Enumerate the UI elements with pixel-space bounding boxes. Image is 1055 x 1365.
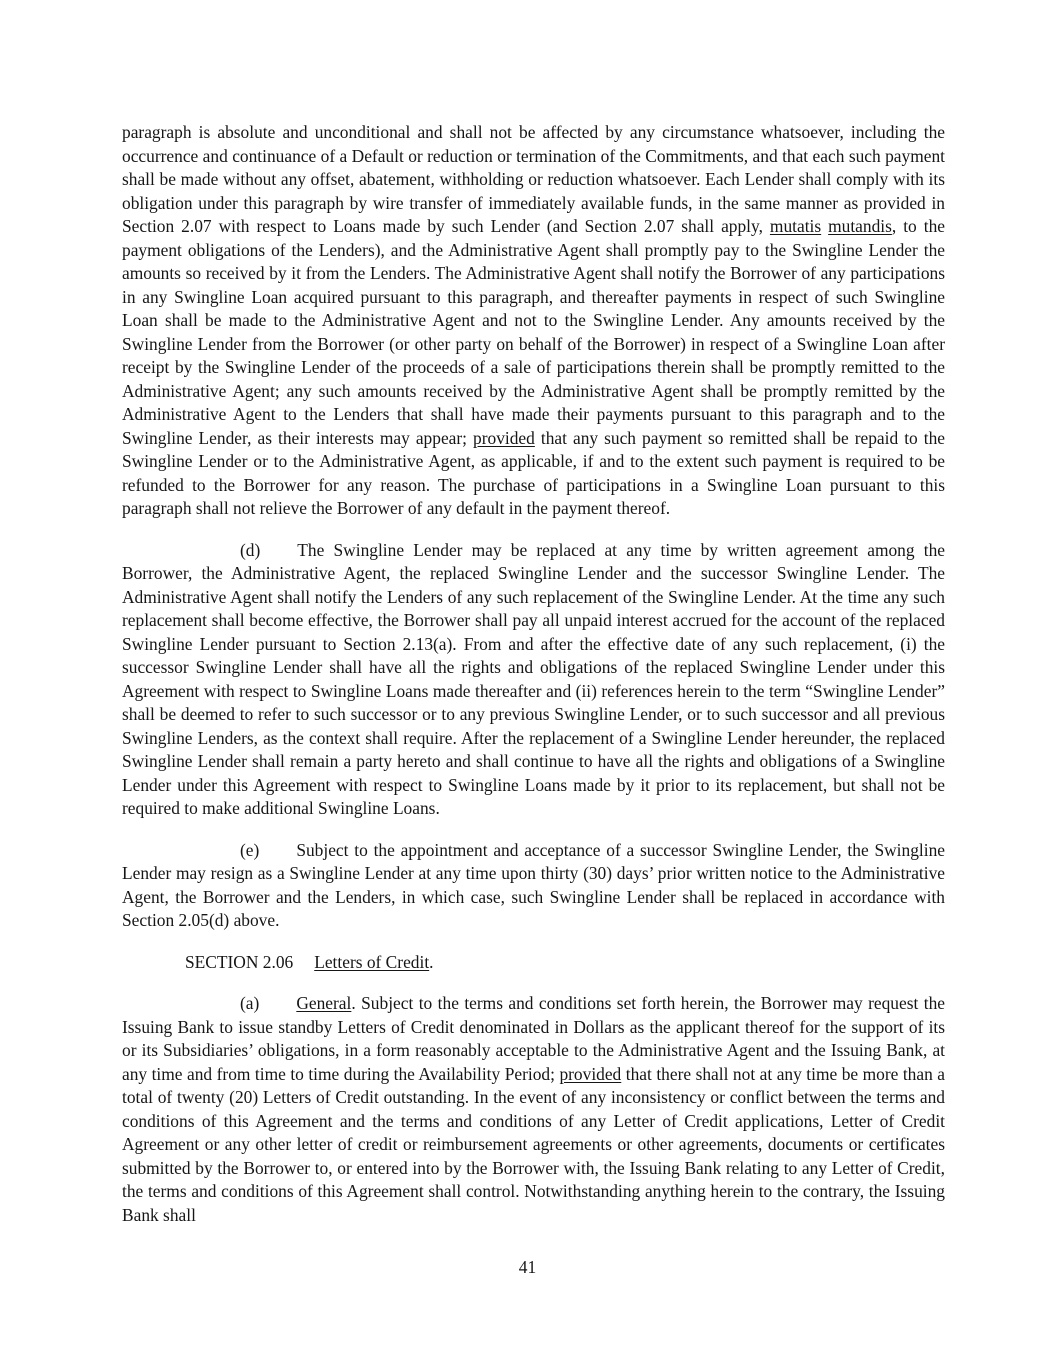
page-footer xyxy=(0,1256,1055,1280)
text-run: that there shall not at any time be more than a total of twenty (20) Letters of Credit outstanding. In the event of any inconsistency or conflict between the terms and conditions of this Agreement and the terms and conditions of any Letter of Credit applications, Letter of Credit Agreement or any other letter of credit or reimbursement agreements or other agreements, documents or certificates submitted by the Borrower to, or entered into by the Borrower with, the Issuing Bank relating to any Letter of Credit, the terms and conditions of this Agreement shall control. Notwithstanding anything herein to the contrary, the Issuing Bank shall xyxy=(122,1063,945,1225)
text-run: that any such payment so remitted shall be repaid to the Swingline Lender or to the Administrative Agent, as applicable, if and to the extent such payment is required to be refunded to the Borrower for any reason. The purchase of participations in a Swingline Loan pursuant to this paragraph shall not relieve the Borrower of any default in the payment thereof. xyxy=(122,427,945,518)
underlined-text: provided xyxy=(473,427,535,448)
paragraph-label: (e) xyxy=(240,839,260,860)
paragraph-label: SECTION 2.06 xyxy=(185,951,294,972)
underlined-text: Letters of Credit xyxy=(314,951,430,972)
text-run: . Subject to the terms and conditions set forth herein, the Borrower may request the Issuing Bank to issue standby Letters of Credit denominated in Dollars as the applicant thereof for the support of its or its Subsidiaries’ obligations, in a form reasonably acceptable to the Administrative Agent and the Issuing Bank, at any time and from time to time during the Availability Period; xyxy=(122,993,945,1084)
underlined-text: mutandis xyxy=(828,216,892,236)
underlined-text: provided xyxy=(559,1063,622,1084)
paragraph-e xyxy=(122,839,945,933)
paragraph-d xyxy=(122,539,945,821)
paragraph-a xyxy=(122,992,945,1227)
section-heading-2-06 xyxy=(122,951,945,975)
text-run: . xyxy=(429,951,434,972)
underlined-text: mutatis xyxy=(769,216,822,236)
text-run: Subject to the appointment and acceptance of a successor Swingline Lender, the Swingline Lender may resign as a Swingline Lender at any time upon thirty (30) days’ prior written notice to the Administrative Agent, the Borrower and the Lenders, in which case, such Swingline Lender shall be replaced in accordance with Section 2.05(d) above. xyxy=(122,839,945,930)
page-number: 41 xyxy=(518,1257,537,1277)
underlined-text: General xyxy=(296,993,352,1013)
paragraph-label: (a) xyxy=(240,993,260,1013)
text-run: paragraph is absolute and unconditional and shall not be affected by any circumstance whatsoever, including the occurrence and continuance of a Default or reduction or termination of the Commitments, and that each such payment shall be made without any offset, abatement, withholding or reduction whatsoever. Each Lender shall comply with its obligation under this paragraph by wire transfer of immediately available funds, in the same manner as provided in Section 2.07 with respect to Loans made by such Lender (and Section 2.07 shall apply, xyxy=(122,122,945,236)
paragraph-label: (d) xyxy=(240,539,261,560)
document-body xyxy=(122,121,945,1227)
text-run: , to the payment obligations of the Lenders), and the Administrative Agent shall promptly pay to the Swingline Lender the amounts so received by it from the Lenders. The Administrative Agent shall notify the Borrower of any participations in any Swingline Loan acquired pursuant to this paragraph, and thereafter payments in respect of such Swingline Loan shall be made to the Administrative Agent and not to the Swingline Lender. Any amounts received by the Swingline Lender from the Borrower (or other party on behalf of the Borrower) in respect of a Swingline Loan after receipt by the Swingline Lender of the proceeds of a sale of participations therein shall be promptly remitted to the Administrative Agent; any such amounts received by the Administrative Agent shall be promptly remitted by the Administrative Agent to the Lenders that shall have made their payments pursuant to this paragraph and to the Swingline Lender, as their interests may appear; xyxy=(122,216,945,448)
text-run: The Swingline Lender may be replaced at any time by written agreement among the Borrower, the Administrative Agent, the replaced Swingline Lender and the successor Swingline Lender. The Administrative Agent shall notify the Lenders of any such replacement of the Swingline Lender. At the time any such replacement shall become effective, the Borrower shall pay all unpaid interest accrued for the account of the replaced Swingline Lender pursuant to Section 2.13(a). From and after the effective date of any such replacement, (i) the successor Swingline Lender shall have all the rights and obligations of the replaced Swingline Lender under this Agreement with respect to Swingline Loans made thereafter and (ii) references herein to the term “Swingline Lender” shall be deemed to refer to such successor or to any previous Swingline Lender, or to such successor and all previous Swingline Lenders, as the context shall require. After the replacement of a Swingline Lender hereunder, the replaced Swingline Lender shall remain a party hereto and shall continue to have all the rights and obligations of a Swingline Lender under this Agreement with respect to Swingline Loans made by it prior to its replacement, but shall not be required to make additional Swingline Loans. xyxy=(122,539,945,818)
continuation-paragraph xyxy=(122,121,945,521)
